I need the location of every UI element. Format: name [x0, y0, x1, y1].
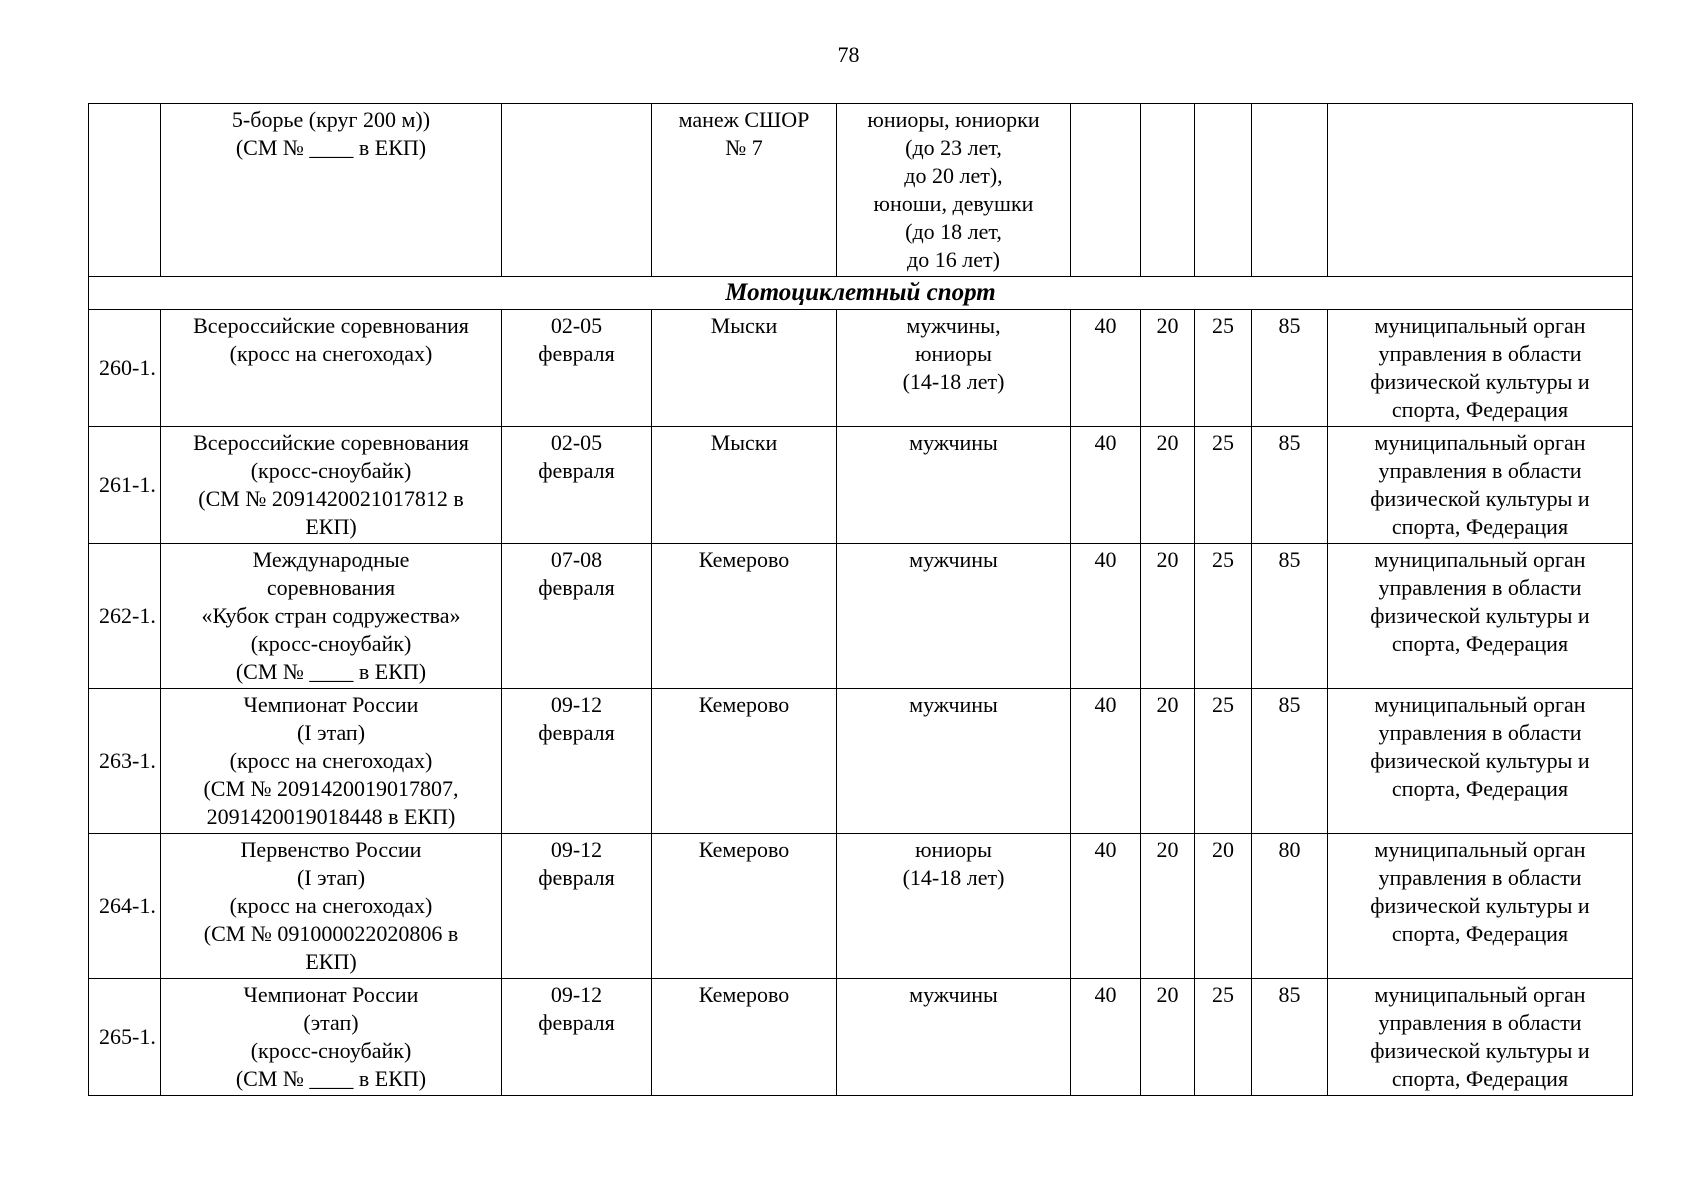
event-name: Всероссийские соревнования (кросс на снегоходах) — [161, 310, 502, 427]
count-2: 20 — [1141, 310, 1195, 427]
count-1: 40 — [1071, 310, 1141, 427]
count-total: 80 — [1252, 834, 1328, 979]
count-2 — [1141, 104, 1195, 277]
event-dates: 09-12 февраля — [502, 979, 652, 1096]
event-organizer: муниципальный орган управления в области физической культуры и спорта, Федерация — [1328, 979, 1633, 1096]
event-place: Мыски — [652, 427, 837, 544]
count-2: 20 — [1141, 689, 1195, 834]
event-organizer: муниципальный орган управления в области физической культуры и спорта, Федерация — [1328, 689, 1633, 834]
event-dates: 02-05 февраля — [502, 427, 652, 544]
table-row — [89, 310, 1633, 427]
event-place: Кемерово — [652, 544, 837, 689]
event-organizer: муниципальный орган управления в области физической культуры и спорта, Федерация — [1328, 427, 1633, 544]
count-2: 20 — [1141, 544, 1195, 689]
event-place: Мыски — [652, 310, 837, 427]
count-3: 25 — [1195, 427, 1252, 544]
count-1: 40 — [1071, 979, 1141, 1096]
section-title: Мотоциклетный спорт — [89, 277, 1633, 310]
event-participants: мужчины — [837, 979, 1071, 1096]
event-name: Международные соревнования «Кубок стран содружества» (кросс-сноубайк) (СМ № ____ в ЕКП) — [161, 544, 502, 689]
events-table — [88, 103, 1633, 1096]
page-number: 78 — [837, 42, 860, 67]
count-1: 40 — [1071, 427, 1141, 544]
event-dates — [502, 104, 652, 277]
table-row-carryover — [89, 104, 1633, 277]
count-1: 40 — [1071, 544, 1141, 689]
section-header-row — [89, 277, 1633, 310]
event-participants: мужчины, юниоры (14-18 лет) — [837, 310, 1071, 427]
event-dates: 07-08 февраля — [502, 544, 652, 689]
table-row — [89, 427, 1633, 544]
event-dates: 09-12 февраля — [502, 834, 652, 979]
count-total: 85 — [1252, 310, 1328, 427]
count-3: 25 — [1195, 310, 1252, 427]
row-number — [89, 104, 161, 277]
event-name: Всероссийские соревнования (кросс-сноубайк) (СМ № 2091420021017812 в ЕКП) — [161, 427, 502, 544]
table-row — [89, 689, 1633, 834]
row-number: 260-1. — [89, 310, 161, 427]
event-place: Кемерово — [652, 979, 837, 1096]
event-participants: юниоры, юниорки (до 23 лет, до 20 лет), юноши, девушки (до 18 лет, до 16 лет) — [837, 104, 1071, 277]
event-participants: мужчины — [837, 689, 1071, 834]
event-place: манеж СШОР № 7 — [652, 104, 837, 277]
count-1: 40 — [1071, 834, 1141, 979]
event-organizer: муниципальный орган управления в области физической культуры и спорта, Федерация — [1328, 310, 1633, 427]
row-number: 262-1. — [89, 544, 161, 689]
event-organizer: муниципальный орган управления в области физической культуры и спорта, Федерация — [1328, 544, 1633, 689]
count-total: 85 — [1252, 689, 1328, 834]
row-number: 265-1. — [89, 979, 161, 1096]
count-3 — [1195, 104, 1252, 277]
event-dates: 02-05 февраля — [502, 310, 652, 427]
event-participants: мужчины — [837, 544, 1071, 689]
count-1: 40 — [1071, 689, 1141, 834]
count-3: 25 — [1195, 544, 1252, 689]
event-name: Первенство России (I этап) (кросс на снегоходах) (СМ № 091000022020806 в ЕКП) — [161, 834, 502, 979]
count-total — [1252, 104, 1328, 277]
event-participants: мужчины — [837, 427, 1071, 544]
event-dates: 09-12 февраля — [502, 689, 652, 834]
count-total: 85 — [1252, 427, 1328, 544]
count-2: 20 — [1141, 979, 1195, 1096]
event-place: Кемерово — [652, 834, 837, 979]
count-3: 25 — [1195, 979, 1252, 1096]
row-number: 261-1. — [89, 427, 161, 544]
count-1 — [1071, 104, 1141, 277]
count-total: 85 — [1252, 979, 1328, 1096]
event-place: Кемерово — [652, 689, 837, 834]
event-name: Чемпионат России (этап) (кросс-сноубайк) (СМ № ____ в ЕКП) — [161, 979, 502, 1096]
event-organizer — [1328, 104, 1633, 277]
row-number: 264-1. — [89, 834, 161, 979]
event-name: 5-борье (круг 200 м)) (СМ № ____ в ЕКП) — [161, 104, 502, 277]
table-row — [89, 544, 1633, 689]
event-organizer: муниципальный орган управления в области физической культуры и спорта, Федерация — [1328, 834, 1633, 979]
count-3: 25 — [1195, 689, 1252, 834]
event-participants: юниоры (14-18 лет) — [837, 834, 1071, 979]
table-row — [89, 979, 1633, 1096]
count-3: 20 — [1195, 834, 1252, 979]
row-number: 263-1. — [89, 689, 161, 834]
count-2: 20 — [1141, 427, 1195, 544]
count-2: 20 — [1141, 834, 1195, 979]
event-name: Чемпионат России (I этап) (кросс на снегоходах) (СМ № 2091420019017807, 2091420019018448 в ЕКП) — [161, 689, 502, 834]
count-total: 85 — [1252, 544, 1328, 689]
table-row — [89, 834, 1633, 979]
